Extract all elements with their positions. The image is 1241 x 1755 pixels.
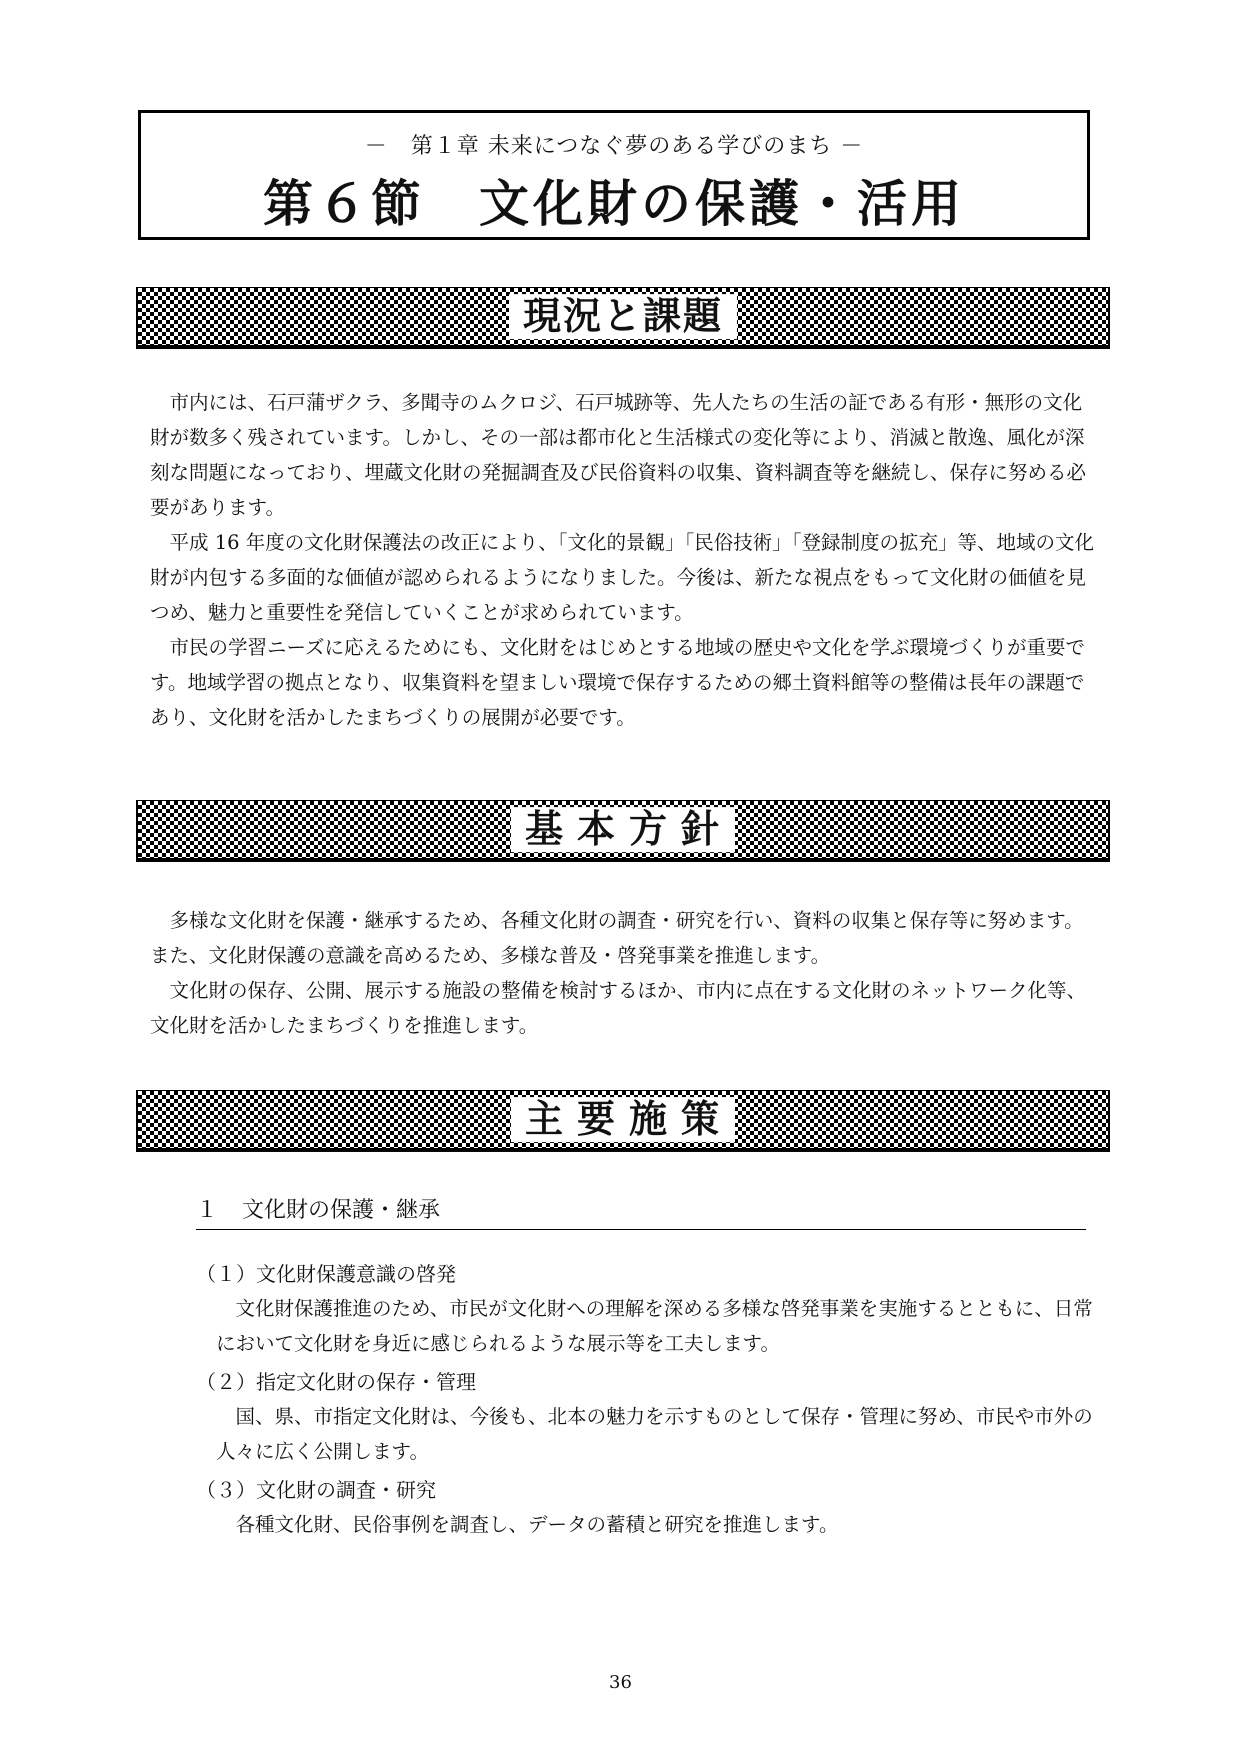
item-body: 各種文化財、民俗事例を調査し、データの蓄積と研究を推進します。 — [235, 1513, 839, 1536]
paragraph: 平成 16 年度の文化財保護法の改正により、「文化的景観」「民俗技術」「登録制度の拡充」等、地域の文化財が内包する多面的な価値が認められるようになりました。今後は、新たな視点をもって文化財の価値を見つめ、魅力と重要性を発信していくことが求められています。 — [150, 531, 1094, 624]
banner-main-measures — [136, 1090, 1110, 1152]
heading-main-measures: 主要施策 — [511, 1097, 735, 1143]
current-status-body — [150, 385, 1100, 735]
measure-items — [196, 1257, 1096, 1546]
item-body: 文化財保護推進のため、市民が文化財への理解を深める多様な啓発事業を実施するとともに、日常において文化財を身近に感じられるような展示等を工夫します。 — [216, 1297, 1093, 1355]
item-title: （１）文化財保護意識の啓発 — [196, 1262, 456, 1286]
chapter-label: － 第１章 未来につなぐ夢のある学びのまち － — [364, 134, 864, 159]
paragraph: 市内には、石戸蒲ザクラ、多聞寺のムクロジ、石戸城跡等、先人たちの生活の証である有形・無形の文化財が数多く残されています。しかし、その一部は都市化と生活様式の変化等により、消滅と散逸、風化が深刻な問題になっており、埋蔵文化財の発掘調査及び民俗資料の収集、資料調査等を継続し、保存に努める必要があります。 — [150, 391, 1087, 519]
basic-policy-body — [150, 903, 1100, 1043]
item-body: 国、県、市指定文化財は、今後も、北本の魅力を示すものとして保存・管理に努め、市民や市外の人々に広く公開します。 — [216, 1405, 1093, 1463]
item-title: （３）文化財の調査・研究 — [196, 1478, 436, 1502]
page-number: 36 — [609, 1672, 632, 1693]
chapter-title-box — [138, 110, 1090, 240]
item-title: （２）指定文化財の保存・管理 — [196, 1370, 476, 1394]
banner-basic-policy — [136, 800, 1110, 862]
section-title: 第６節 文化財の保護・活用 — [263, 175, 965, 233]
heading-current-status: 現況と課題 — [509, 294, 737, 340]
subheading — [196, 1193, 1086, 1230]
paragraph: 多様な文化財を保護・継承するため、各種文化財の調査・研究を行い、資料の収集と保存等に努めます。また、文化財保護の意識を高めるため、多様な普及・啓発事業を推進します。 — [150, 909, 1084, 967]
banner-current-status — [136, 287, 1110, 349]
subheading-text: 文化財の保護・継承 — [242, 1198, 441, 1223]
subheading-number: １ — [196, 1198, 219, 1223]
paragraph: 市民の学習ニーズに応えるためにも、文化財をはじめとする地域の歴史や文化を学ぶ環境づくりが重要です。地域学習の拠点となり、収集資料を望ましい環境で保存するための郷土資料館等の整備は長年の課題であり、文化財を活かしたまちづくりの展開が必要です。 — [150, 636, 1086, 729]
heading-basic-policy: 基本方針 — [511, 807, 735, 853]
paragraph: 文化財の保存、公開、展示する施設の整備を検討するほか、市内に点在する文化財のネットワーク化等、文化財を活かしたまちづくりを推進します。 — [150, 979, 1087, 1037]
